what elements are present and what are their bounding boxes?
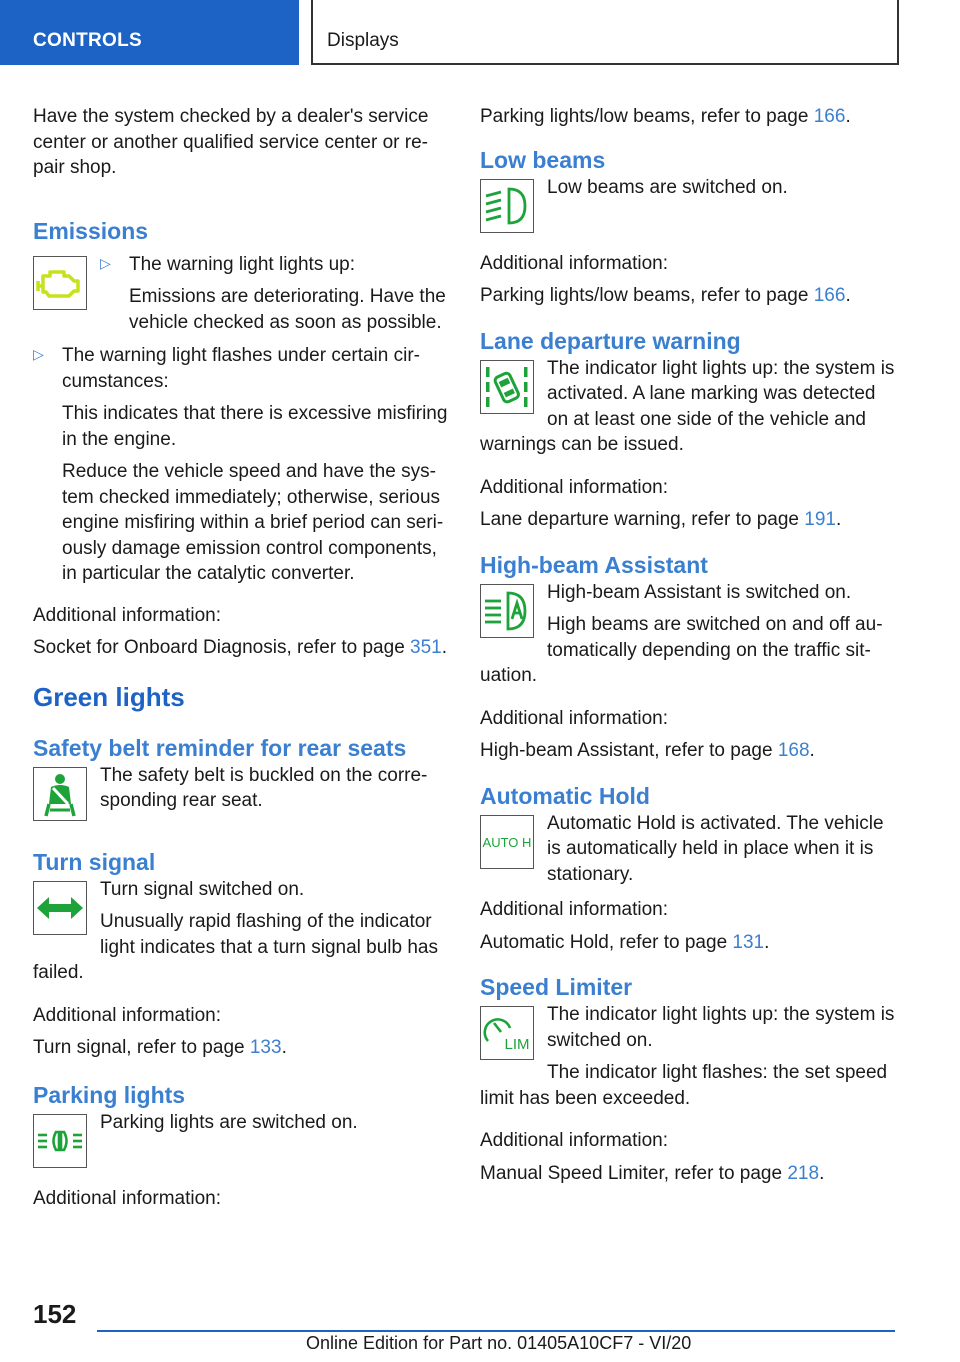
emissions-reference: Socket for Onboard Diagnosis, refer to page 351. xyxy=(33,637,448,658)
hba-reference: High-beam Assistant, refer to page 168. xyxy=(480,740,815,761)
high-beam-assistant-heading: High-beam Assistant xyxy=(480,551,708,578)
hold-reference: Automatic Hold, refer to page 131. xyxy=(480,931,770,953)
speed-text-1: The indicator light lights up: the system is switched on. xyxy=(547,1004,895,1051)
bullet-triangle-icon: ▷ xyxy=(33,346,44,362)
emissions-heading: Emissions xyxy=(33,217,149,244)
low-beams-heading: Low beams xyxy=(480,146,606,173)
additional-info-label: Additional information: xyxy=(33,1004,221,1026)
turn-reference: Turn signal, refer to page 133. xyxy=(33,1037,287,1058)
additional-info-label: Additional information: xyxy=(480,1130,668,1151)
emissions-section xyxy=(33,252,451,661)
seatbelt-icon xyxy=(33,767,87,821)
low-beams-section xyxy=(480,175,900,309)
edition-footer: Online Edition for Part no. 01405A10CF7 - VI/20 xyxy=(306,1333,692,1353)
footer-rule xyxy=(97,1330,895,1332)
additional-info-label: Additional information: xyxy=(480,707,668,729)
lane-departure-heading: Lane departure warning xyxy=(480,327,741,354)
hba-text-2: High beams are switched on and off au-tomatically depending on the traffic sit-uation. xyxy=(480,614,883,686)
parking-lights-icon xyxy=(33,1114,87,1168)
speed-limiter-section xyxy=(480,1002,900,1186)
emissions-bullet-2 xyxy=(33,343,451,587)
hba-text-1: High-beam Assistant is switched on. xyxy=(547,581,852,603)
lane-departure-text: The indicator light lights up: the system is activated. A lane marking was detected on at least one side of the vehicle and warnings can be issued. xyxy=(480,357,895,455)
bullet-triangle-icon: ▷ xyxy=(100,254,111,271)
speed-limiter-icon xyxy=(480,1006,534,1060)
belt-heading: Safety belt reminder for rear seats xyxy=(33,734,407,761)
reference-text: Lane departure warning, refer to page xyxy=(480,509,805,530)
section-title: CONTROLS xyxy=(33,30,143,51)
turn-text-2: Unusually rapid flashing of the indicator light indicates that a turn signal bulb has failed. xyxy=(33,911,438,983)
bullet-2-text-2: Reduce the vehicle speed and have the sys-tem checked immediately; otherwise, serious engine misfiring within a brief period can seri-ously damage emission control components, in particular the catalytic converter. xyxy=(62,461,444,584)
lane-reference: Lane departure warning, refer to page 191. xyxy=(480,509,842,530)
page-number: 152 xyxy=(33,1299,77,1329)
intro-text: Have the system checked by a dealer's service center or another qualified service center or re-pair shop. xyxy=(33,106,429,178)
auto-hold-text: Automatic Hold is activated. The vehicle is automatically held in place when it is stationary. xyxy=(547,812,884,885)
right-column xyxy=(480,100,900,1186)
additional-info-label: Additional information: xyxy=(480,476,668,498)
reference-text: High-beam Assistant, refer to page xyxy=(480,740,778,761)
reference-text: Parking lights/low beams, refer to page xyxy=(480,285,814,306)
low-beam-icon xyxy=(480,179,534,233)
auto-hold-icon xyxy=(480,815,534,869)
speed-text-2: The indicator light flashes: the set speed limit has been exceeded. xyxy=(480,1062,888,1109)
turn-signal-heading: Turn signal xyxy=(33,848,156,875)
engine-warning-icon xyxy=(33,256,87,310)
additional-info-label: Additional information: xyxy=(33,1187,221,1209)
low-beams-reference: Parking lights/low beams, refer to page 166. xyxy=(480,285,851,306)
reference-text: Parking lights/low beams, refer to page xyxy=(480,106,814,127)
page-link-133[interactable]: 133 xyxy=(249,1037,282,1058)
page-link-131[interactable]: 131 xyxy=(732,931,765,953)
turn-text-1: Turn signal switched on. xyxy=(100,878,305,900)
chapter-title: Displays xyxy=(327,30,399,51)
reference-text: Turn signal, refer to page xyxy=(33,1037,250,1058)
bullet-2-text-1: This indicates that there is excessive misfiring in the engine. xyxy=(62,403,448,450)
automatic-hold-section xyxy=(480,811,900,956)
additional-info-label: Additional information: xyxy=(480,252,668,274)
page-link-191[interactable]: 191 xyxy=(804,509,836,530)
chapter-tab xyxy=(311,0,899,65)
turn-signal-section xyxy=(33,877,451,1061)
turn-signal-icon xyxy=(33,881,87,935)
automatic-hold-heading: Automatic Hold xyxy=(480,782,650,809)
speed-limiter-icon-text: LIM xyxy=(504,1036,530,1053)
reference-text: Automatic Hold, refer to page xyxy=(480,931,733,953)
additional-info-label: Additional information: xyxy=(480,899,668,920)
emissions-bullet-1 xyxy=(100,252,451,336)
page-link-351[interactable]: 351 xyxy=(410,637,442,658)
auto-hold-icon-text: AUTO H xyxy=(482,834,532,850)
speed-reference: Manual Speed Limiter, refer to page 218. xyxy=(480,1162,825,1184)
bullet-1-body: Emissions are deteriorating. Have the vehicle checked as soon as possible. xyxy=(129,286,446,333)
parking-lights-section xyxy=(33,1110,451,1212)
page-link-168[interactable]: 168 xyxy=(777,740,810,761)
parking-reference: Parking lights/low beams, refer to page 166. xyxy=(480,106,851,127)
belt-text: The safety belt is buckled on the corre-sponding rear seat. xyxy=(100,764,428,811)
page-link-218[interactable]: 218 xyxy=(787,1162,820,1184)
speed-limiter-heading: Speed Limiter xyxy=(480,974,633,1000)
section-tab xyxy=(0,0,299,65)
reference-text: Socket for Onboard Diagnosis, refer to page xyxy=(33,637,411,658)
green-lights-heading: Green lights xyxy=(33,681,185,712)
high-beam-assistant-section xyxy=(480,580,900,764)
lane-departure-section xyxy=(480,356,900,533)
high-beam-assistant-icon xyxy=(480,584,534,638)
page-link-166[interactable]: 166 xyxy=(813,285,846,306)
lane-departure-icon xyxy=(480,360,534,414)
additional-info-label: Additional information: xyxy=(33,604,221,626)
bullet-1-head: The warning light lights up: xyxy=(129,253,356,275)
left-column xyxy=(33,100,451,1211)
parking-lights-heading: Parking lights xyxy=(33,1081,186,1108)
reference-text: Manual Speed Limiter, refer to page xyxy=(480,1162,788,1184)
belt-section xyxy=(33,763,451,827)
parking-text: Parking lights are switched on. xyxy=(100,1111,358,1133)
page-link-166[interactable]: 166 xyxy=(813,106,846,127)
bullet-2-head: The warning light flashes under certain cir-cumstances: xyxy=(62,345,421,392)
low-beams-text: Low beams are switched on. xyxy=(547,176,788,198)
